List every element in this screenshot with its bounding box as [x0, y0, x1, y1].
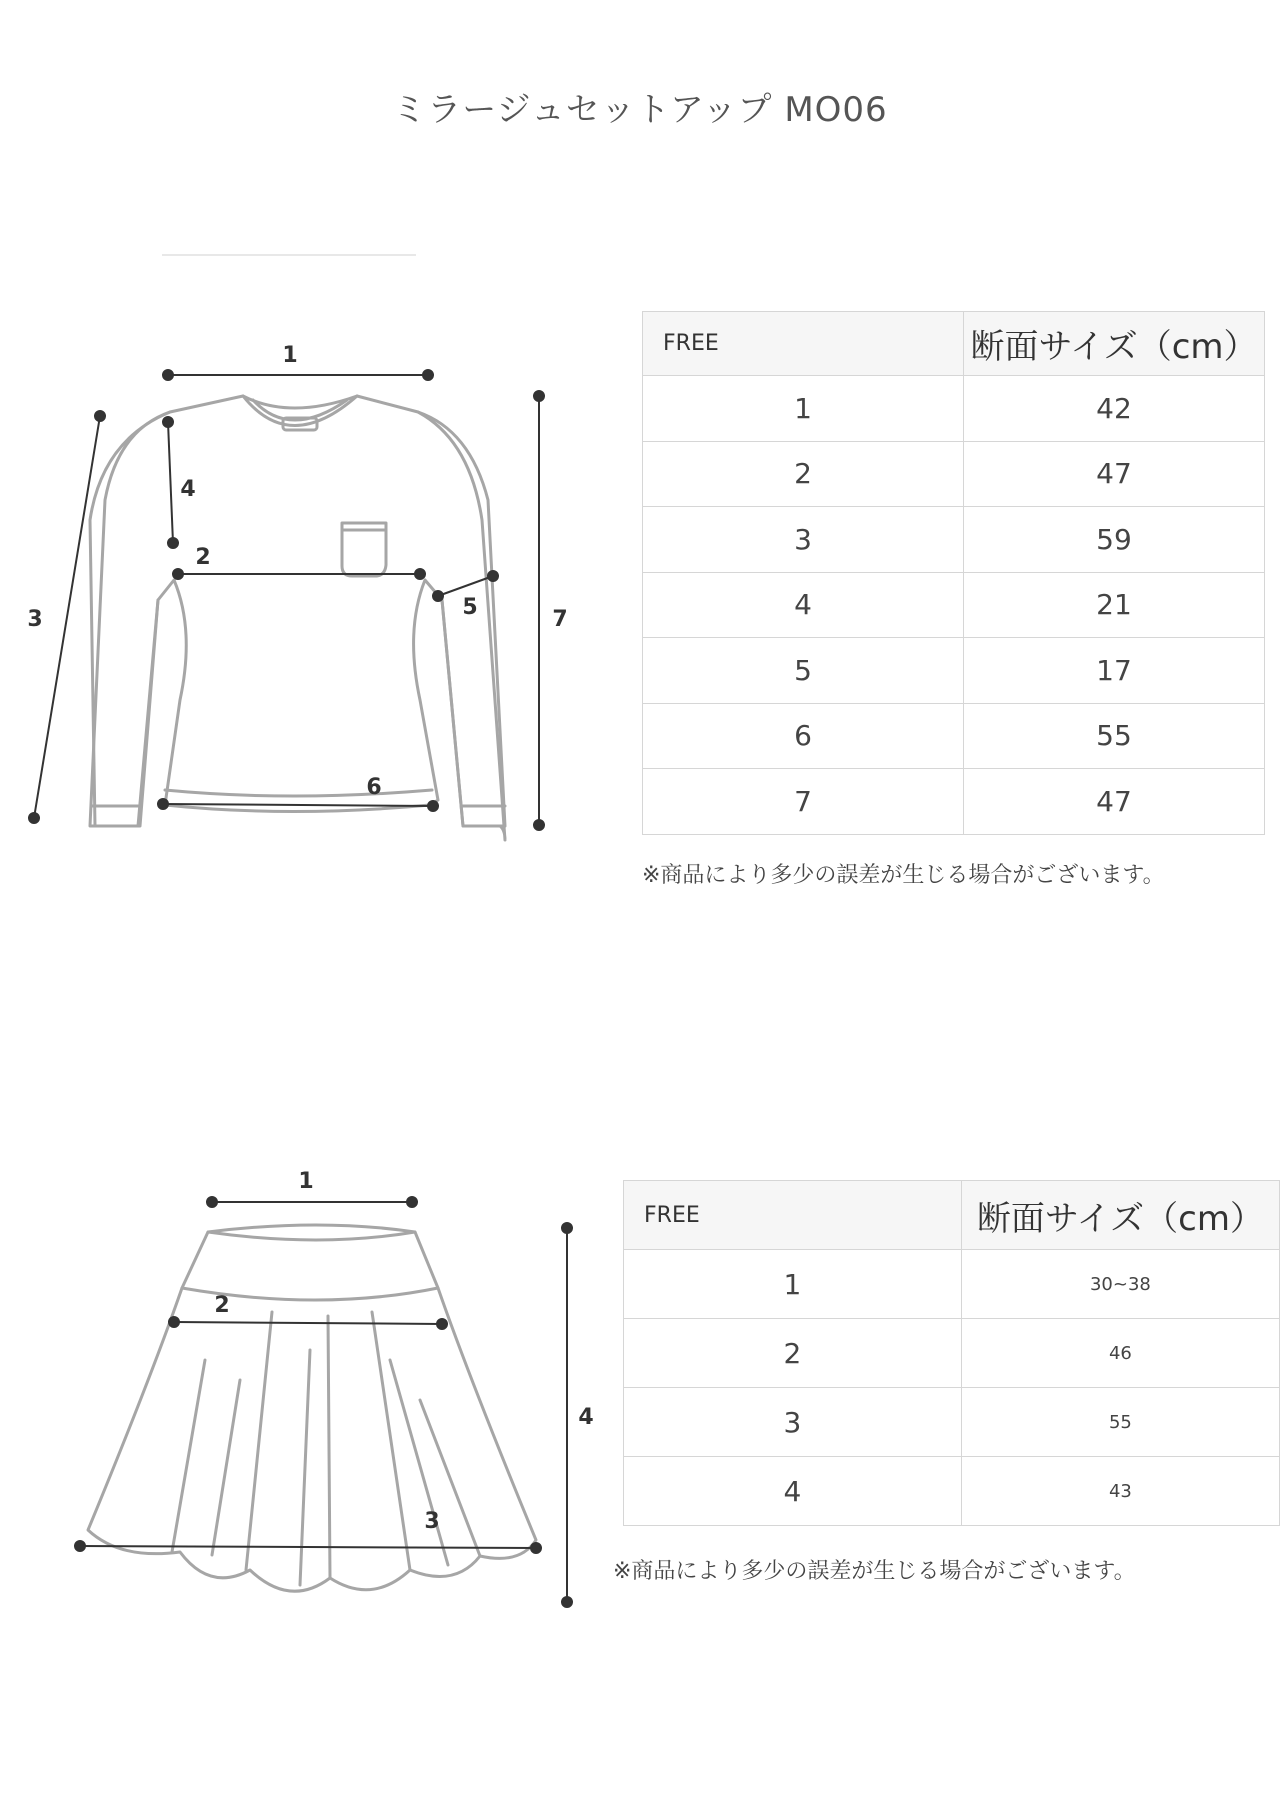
table-row [624, 1250, 1280, 1319]
top-disclaimer: ※商品により多少の誤差が生じる場合がございます。 [642, 863, 1165, 888]
top-size-table [642, 311, 1265, 835]
row-value: 42 [964, 376, 1265, 442]
row-no: 3 [624, 1388, 962, 1457]
skirt-label-1: 1 [298, 1169, 314, 1194]
row-no: 4 [643, 572, 964, 638]
top-label-1: 1 [282, 343, 298, 368]
row-value: 47 [964, 441, 1265, 507]
row-no: 7 [643, 769, 964, 835]
table-row [643, 769, 1265, 835]
row-value: 30~38 [961, 1250, 1279, 1319]
table-row [643, 572, 1265, 638]
table-row [643, 638, 1265, 704]
skirt-label-2: 2 [214, 1293, 230, 1318]
header-size: 断面サイズ（cm） [961, 1181, 1279, 1250]
skirt-disclaimer: ※商品により多少の誤差が生じる場合がございます。 [613, 1559, 1136, 1584]
row-no: 1 [643, 376, 964, 442]
row-no: 3 [643, 507, 964, 573]
table-row [624, 1388, 1280, 1457]
row-value: 21 [964, 572, 1265, 638]
row-value: 17 [964, 638, 1265, 704]
row-value: 47 [964, 769, 1265, 835]
skirt-label-3: 3 [424, 1509, 440, 1534]
skirt-waistband [182, 1225, 438, 1300]
row-value: 55 [961, 1388, 1279, 1457]
row-no: 5 [643, 638, 964, 704]
top-label-6: 6 [366, 775, 382, 800]
row-no: 6 [643, 703, 964, 769]
table-header-row [624, 1181, 1280, 1250]
table-row [624, 1319, 1280, 1388]
row-value: 55 [964, 703, 1265, 769]
table-row [643, 441, 1265, 507]
row-no: 2 [624, 1319, 962, 1388]
skirt-label-4: 4 [578, 1405, 594, 1430]
row-no: 2 [643, 441, 964, 507]
skirt-diagram [88, 1225, 536, 1591]
table-row [643, 703, 1265, 769]
row-no: 1 [624, 1250, 962, 1319]
header-free: FREE [643, 312, 964, 376]
row-no: 4 [624, 1457, 962, 1526]
top-label-2: 2 [195, 545, 211, 570]
row-value: 46 [961, 1319, 1279, 1388]
page-title: ミラージュセットアップ MO06 [392, 90, 888, 130]
top-label-5: 5 [462, 595, 478, 620]
table-row [643, 376, 1265, 442]
top-label-3: 3 [27, 607, 43, 632]
top-label-4: 4 [180, 477, 196, 502]
table-header-row [643, 312, 1265, 376]
skirt-size-table [623, 1180, 1280, 1526]
table-row [643, 507, 1265, 573]
row-value: 43 [961, 1457, 1279, 1526]
row-value: 59 [964, 507, 1265, 573]
header-size: 断面サイズ（cm） [964, 312, 1265, 376]
header-free: FREE [624, 1181, 962, 1250]
top-label-7: 7 [552, 607, 568, 632]
table-row [624, 1457, 1280, 1526]
